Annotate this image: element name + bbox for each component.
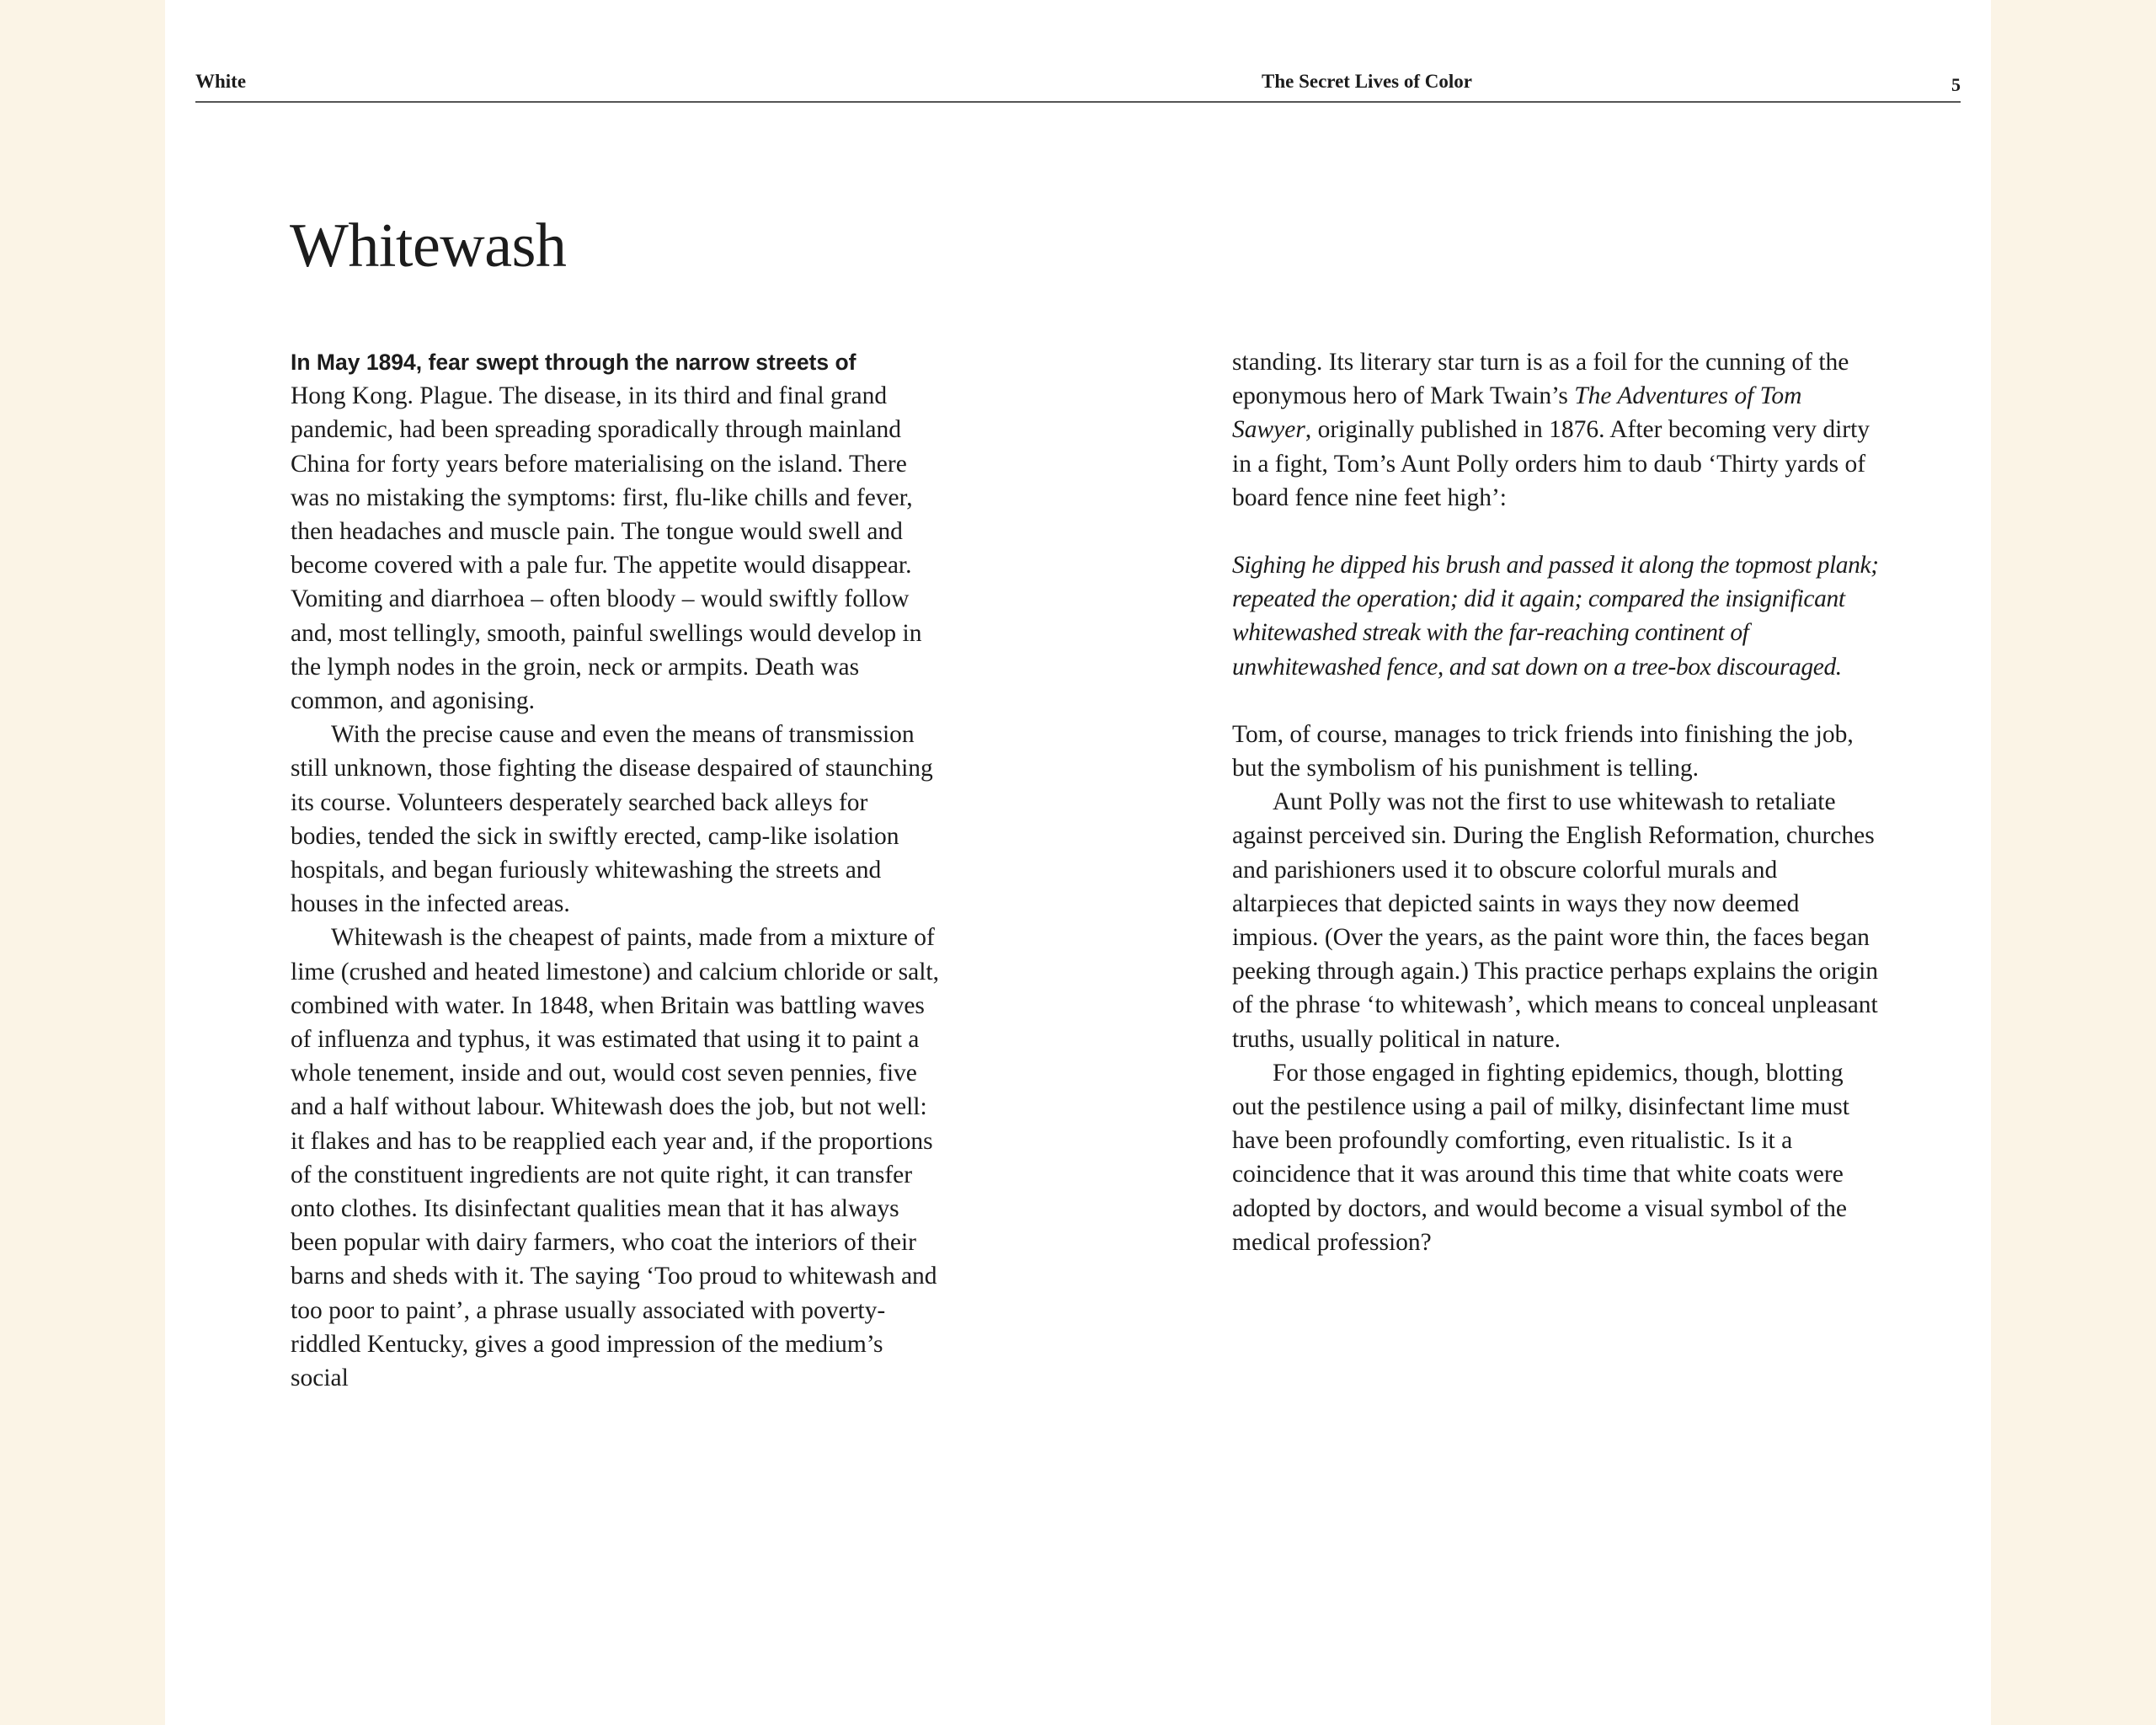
paragraph-4-part-a: standing. Its literary star turn is as a foil for the cunning of the eponymous hero of Mark Twain’s	[1232, 349, 1849, 410]
left-column	[291, 345, 939, 1395]
paragraph-4-part-b: , originally published in 1876. After becoming very dirty in a fight, Tom’s Aunt Polly orders him to daub ‘Thirty yards of board fence nine feet high’:	[1232, 416, 1870, 511]
book-reference: The Adventures of Tom Sawyer	[1232, 382, 1802, 444]
page-number: 5	[1951, 74, 1961, 95]
book-page	[165, 0, 1991, 1725]
paragraph-3: Whitewash is the cheapest of paints, made from a mixture of lime (crushed and heated limestone) and calcium chloride or salt, combined with water. In 1848, when Britain was battling waves of influenza and typhus, it was estimated that using it to paint a whole tenement, inside and out, would cost seven pennies, five and a half without labour. Whitewash does the job, but not well: it flakes and has to be reapplied each year and, if the proportions of the constituent ingredients are not quite right, it can transfer onto clothes. Its disinfectant qualities mean that it has always been popular with dairy farmers, who coat the interiors of their barns and sheds with it. The saying ‘Too proud to whitewash and too poor to paint’, a phrase usually associated with poverty-riddled Kentucky, gives a good impression of the medium’s social	[291, 924, 939, 1392]
paragraph-5: Tom, of course, manages to trick friends into finishing the job, but the symbolism of his punishment is telling.	[1232, 720, 1854, 782]
lede-text: In May 1894, fear swept through the narrow streets of	[291, 350, 857, 375]
block-quote: Sighing he dipped his brush and passed it along the topmost plank; repeated the operation; did it again; compared the insignificant whitewashed streak with the far-reaching continent of unwhitewashed fence, and sat down on a tree-box discouraged.	[1232, 552, 1879, 681]
paragraph-6: Aunt Polly was not the first to use whitewash to retaliate against perceived sin. During the English Reformation, churches and parishioners used it to obscure colorful murals and altarpieces that depicted saints in ways they now deemed impious. (Over the years, as the paint wore thin, the faces began peeking through again.) This practice perhaps explains the origin of the phrase ‘to whitewash’, which means to conceal unpleasant truths, usually political in nature.	[1232, 788, 1879, 1053]
paragraph-1	[291, 345, 939, 718]
running-header	[195, 69, 1961, 103]
paragraph-4	[1232, 345, 1881, 515]
right-column	[1232, 345, 1881, 1259]
section-name: White	[195, 71, 247, 92]
paragraph-7: For those engaged in fighting epidemics, though, blotting out the pestilence using a pail of milky, disinfectant lime must have been profoundly comforting, even ritualistic. Is it a coincidence that it was around this time that white coats were adopted by doctors, and would become a visual symbol of the medical profession?	[1232, 1059, 1849, 1256]
paragraph-1-body: Hong Kong. Plague. The disease, in its third and final grand pandemic, had been spreading sporadically through mainland China for forty years before materialising on the island. There was no mistaking the symptoms: first, flu-like chills and fever, then headaches and muscle pain. The tongue would swell and become covered with a pale fur. The appetite would disappear. Vomiting and diarrhoea – often bloody – would swiftly follow and, most tellingly, smooth, painful swellings would develop in the lymph nodes in the groin, neck or armpits. Death was common, and agonising.	[291, 382, 922, 715]
book-title: The Secret Lives of Color	[1262, 71, 1472, 92]
article-title: Whitewash	[290, 211, 567, 280]
paragraph-2: With the precise cause and even the means of transmission still unknown, those fighting the disease despaired of staunching its course. Volunteers desperately searched back alleys for bodies, tended the sick in swiftly erected, camp-like isolation hospitals, and began furiously whitewashing the streets and houses in the infected areas.	[291, 721, 933, 918]
